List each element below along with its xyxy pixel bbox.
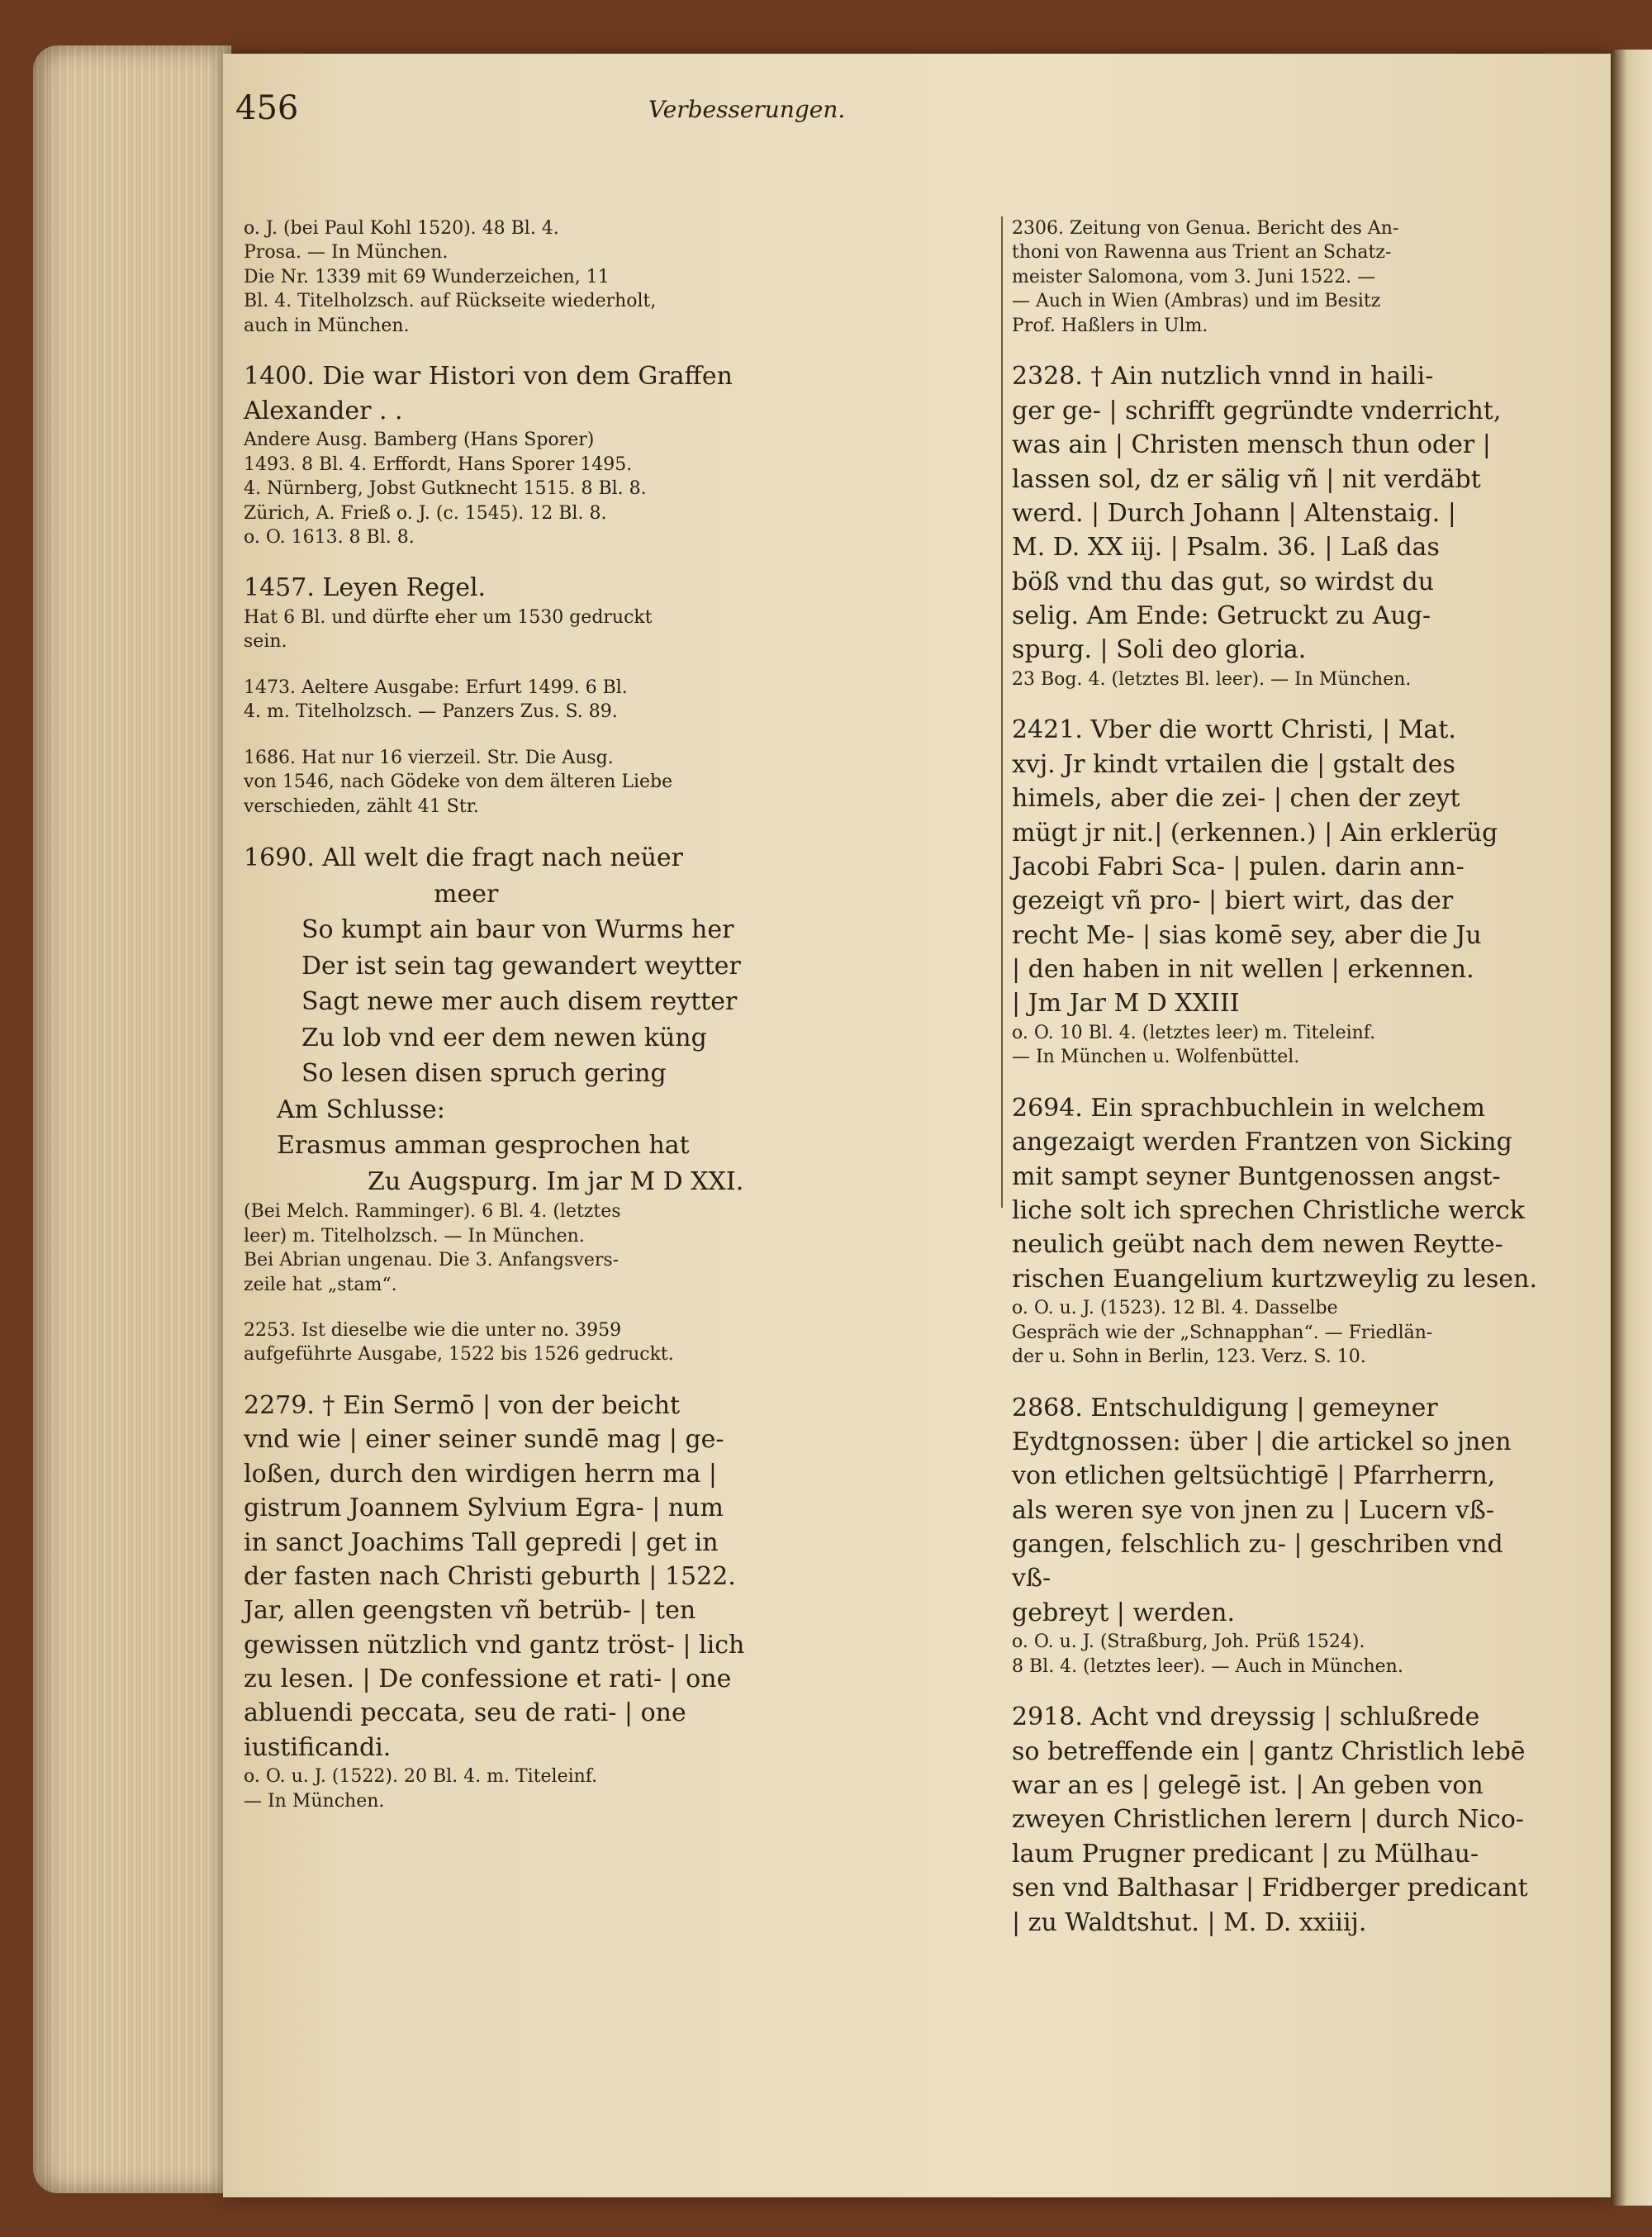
entry-1457: [244, 571, 756, 653]
note-line: thoni von Rawenna aus Trient an Schatz-: [1012, 242, 1392, 264]
title-line: lassen sol, dz er sälig vñ | nit verdäbt: [1012, 464, 1481, 494]
note-line: Prof. Haßlers in Ulm.: [1012, 315, 1208, 336]
title-line: als weren sye von jnen zu | Lucern vß-: [1012, 1495, 1494, 1525]
note-line: o. J. (bei Paul Kohl 1520). 48 Bl. 4.: [244, 218, 559, 239]
title-line: himels, aber die zei- | chen der zeyt: [1012, 784, 1460, 814]
title-line: 2279. † Ein Sermō | von der beicht: [244, 1390, 681, 1420]
note-line: o. O. 1613. 8 Bl. 8.: [244, 527, 415, 548]
title-line: angezaigt werden Frantzen von Sicking: [1012, 1128, 1512, 1157]
title-line: M. D. XX iij. | Psalm. 36. | Laß das: [1012, 533, 1440, 563]
title-line: | Jm Jar M D XXIII: [1012, 989, 1240, 1019]
entry-1473: [244, 676, 756, 724]
note-line: 4. Nürnberg, Jobst Gutknecht 1515. 8 Bl. 8.: [244, 478, 647, 500]
verse-line: Der ist sein tag gewandert weytter: [301, 951, 741, 981]
title-line: spurg. | Soli deo gloria.: [1012, 635, 1307, 665]
title-line: zweyen Christlichen lerern | durch Nico-: [1012, 1805, 1525, 1835]
entry-2918: [1012, 1700, 1540, 1940]
note-line: 1473. Aeltere Ausgabe: Erfurt 1499. 6 Bl.: [244, 677, 628, 698]
title-line: der fasten nach Christi geburth | 1522.: [244, 1561, 736, 1591]
entry-2253: [244, 1318, 756, 1367]
title-line: | zu Waldtshut. | M. D. xxiiij.: [1012, 1907, 1367, 1937]
title-line: Jacobi Fabri Sca- | pulen. darin ann-: [1012, 852, 1464, 881]
title-line: mügt jr nit.| (erkennen.) | Ain erklerüg: [1012, 818, 1498, 848]
title-line: gebreyt | werden.: [1012, 1598, 1236, 1627]
title-line: 2328. † Ain nutzlich vnnd in haili-: [1012, 362, 1434, 392]
title-line: abluendi peccata, seu de rati- | one: [244, 1698, 686, 1728]
note-line: — In München u. Wolfenbüttel.: [1012, 1047, 1300, 1068]
note-line: zeile hat „stam“.: [244, 1274, 397, 1295]
running-title: Verbesserungen.: [648, 96, 846, 123]
page-header: [235, 89, 1103, 155]
right-column: [1012, 216, 1540, 1961]
verse-line: Am Schlusse:: [277, 1095, 445, 1124]
note-line: aufgeführte Ausgabe, 1522 bis 1526 gedruckt.: [244, 1344, 674, 1365]
verse-line: So kumpt ain baur von Wurms her: [301, 915, 734, 945]
title-line: in sanct Joachims Tall gepredi | get in: [244, 1527, 719, 1557]
title-line: sen vnd Balthasar | Fridberger predicant: [1012, 1874, 1528, 1903]
note-line: 8 Bl. 4. (letztes leer). — Auch in München.: [1012, 1655, 1403, 1677]
title-line: von etlichen geltsüchtigē | Pfarrherrn,: [1012, 1461, 1496, 1491]
note-line: (Bei Melch. Ramminger). 6 Bl. 4. (letztes: [244, 1201, 621, 1223]
note-line: verschieden, zählt 41 Str.: [244, 796, 479, 817]
note-line: Bei Abrian ungenau. Die 3. Anfangsvers-: [244, 1250, 620, 1271]
column-divider: [1001, 216, 1003, 1208]
note-line: — In München.: [244, 1790, 385, 1812]
entry-2306: [1012, 216, 1540, 338]
title-line: laum Prugner predicant | zu Mülhau-: [1012, 1839, 1479, 1869]
title-line: iustificandi.: [244, 1732, 392, 1762]
title-line: recht Me- | sias komē sey, aber die Ju: [1012, 920, 1482, 950]
facing-page-edge: [1611, 50, 1652, 2206]
title-line: böß vnd thu das gut, so wirdst du: [1012, 567, 1435, 596]
verse-line: Zu Augspurg. Im jar M D XXI.: [368, 1166, 744, 1196]
note-line: auch in München.: [244, 315, 410, 336]
title-line: xvj. Jr kindt vrtailen die | gstalt des: [1012, 749, 1455, 779]
verse-block: [244, 840, 756, 1199]
title-line: | den haben in nit wellen | erkennen.: [1012, 955, 1474, 985]
note-line: 1493. 8 Bl. 4. Erffordt, Hans Sporer 1495.: [244, 454, 633, 475]
note-line: 2253. Ist dieselbe wie die unter no. 3959: [244, 1320, 622, 1342]
entry-2279: [244, 1389, 756, 1813]
note-line: Die Nr. 1339 mit 69 Wunderzeichen, 11: [244, 266, 610, 287]
note-line: o. O. u. J. (1522). 20 Bl. 4. m. Titeleinf.: [244, 1766, 598, 1788]
note-line: o. O. u. J. (1523). 12 Bl. 4. Dasselbe: [1012, 1298, 1338, 1319]
entry-2328: [1012, 359, 1540, 691]
title-line: gistrum Joannem Sylvium Egra- | num: [244, 1494, 724, 1523]
title-line: Jar, allen geengsten vñ betrüb- | ten: [244, 1596, 696, 1626]
note-line: 4. m. Titelholzsch. — Panzers Zus. S. 89.: [244, 701, 618, 723]
entry-2694: [1012, 1091, 1540, 1370]
entry-1400: [244, 359, 756, 549]
note-line: Hat 6 Bl. und dürfte eher um 1530 gedruckt: [244, 606, 653, 628]
title-line: neulich geübt nach dem newen Reytte-: [1012, 1230, 1503, 1260]
title-line: ger ge- | schrifft gegründte vnderricht,: [1012, 396, 1502, 425]
title-line: selig. Am Ende: Getruckt zu Aug-: [1012, 601, 1431, 631]
note-line: Andere Ausg. Bamberg (Hans Sporer): [244, 430, 595, 451]
verse-line: meer: [434, 879, 499, 909]
verse-line: So lesen disen spruch gering: [301, 1059, 667, 1089]
title-line: gewissen nützlich vnd gantz tröst- | lich: [244, 1630, 745, 1660]
note-line: Bl. 4. Titelholzsch. auf Rückseite wiederholt,: [244, 291, 657, 312]
note-line: Gespräch wie der „Schnapphan“. — Friedlän-: [1012, 1322, 1433, 1343]
title-line: 2918. Acht vnd dreyssig | schlußrede: [1012, 1703, 1480, 1732]
entry-2421: [1012, 713, 1540, 1069]
note-line: Prosa. — In München.: [244, 242, 449, 264]
verse-line: Sagt newe mer auch disem reytter: [301, 987, 738, 1017]
note-line: 23 Bog. 4. (letztes Bl. leer). — In München.: [1012, 668, 1412, 690]
note-line: — Auch in Wien (Ambras) und im Besitz: [1012, 291, 1381, 312]
verse-line: Erasmus amman gesprochen hat: [277, 1131, 690, 1161]
note-line: der u. Sohn in Berlin, 123. Verz. S. 10.: [1012, 1346, 1366, 1368]
entry-2868: [1012, 1391, 1540, 1679]
entry-1690: [244, 840, 756, 1297]
title-line: gezeigt vñ pro- | biert wirt, das der: [1012, 886, 1454, 916]
title-line: was ain | Christen mensch thun oder |: [1012, 430, 1491, 460]
note-line: von 1546, nach Gödeke von dem älteren Liebe: [244, 772, 673, 793]
title-line: liche solt ich sprechen Christliche werck: [1012, 1195, 1525, 1225]
left-column: [244, 216, 756, 1835]
title-line: vnd wie | einer seiner sundē mag | ge-: [244, 1425, 724, 1455]
verse-line: Zu lob vnd eer dem newen küng: [301, 1023, 707, 1052]
title-line: Eydtgnossen: über | die artickel so jnen: [1012, 1427, 1512, 1456]
note-line: meister Salomona, vom 3. Juni 1522. —: [1012, 266, 1376, 287]
entry-1686: [244, 746, 756, 819]
entry-title: 1400. Die war Histori von dem Graffen Alexander . .: [244, 362, 733, 425]
title-line: 2868. Entschuldigung | gemeyner: [1012, 1393, 1438, 1422]
title-line: 2694. Ein sprachbuchlein in welchem: [1012, 1093, 1485, 1123]
title-line: mit sampt seyner Buntgenossen angst-: [1012, 1161, 1501, 1191]
title-line: gangen, felschlich zu- | geschriben vnd vß-: [1012, 1530, 1503, 1593]
title-line: rischen Euangelium kurtzweylig zu lesen.: [1012, 1264, 1537, 1294]
title-line: loßen, durch den wirdigen herrn ma |: [244, 1459, 718, 1489]
title-line: war an es | gelegē ist. | An geben von: [1012, 1770, 1483, 1800]
note-line: Zürich, A. Frieß o. J. (c. 1545). 12 Bl. 8.: [244, 502, 607, 524]
page-number: 456: [235, 89, 299, 127]
note-line: 2306. Zeitung von Genua. Bericht des An-: [1012, 218, 1399, 239]
title-line: werd. | Durch Johann | Altenstaig. |: [1012, 498, 1456, 528]
title-line: so betreffende ein | gantz Christlich lebē: [1012, 1736, 1526, 1766]
verse-line: 1690. All welt die fragt nach neüer: [244, 843, 684, 873]
note-line: o. O. 10 Bl. 4. (letztes leer) m. Titeleinf.: [1012, 1022, 1376, 1043]
note-line: sein.: [244, 631, 287, 653]
note-line: 1686. Hat nur 16 vierzeil. Str. Die Ausg.: [244, 747, 614, 768]
entry-cont: [244, 216, 756, 338]
title-line: zu lesen. | De confessione et rati- | one: [244, 1665, 732, 1694]
title-line: 2421. Vber die wortt Christi, | Mat.: [1012, 715, 1456, 745]
note-line: o. O. u. J. (Straßburg, Joh. Prüß 1524).: [1012, 1631, 1365, 1653]
note-line: leer) m. Titelholzsch. — In München.: [244, 1225, 585, 1247]
entry-title: 1457. Leyen Regel.: [244, 573, 487, 603]
book-page-edges: [33, 45, 231, 2193]
